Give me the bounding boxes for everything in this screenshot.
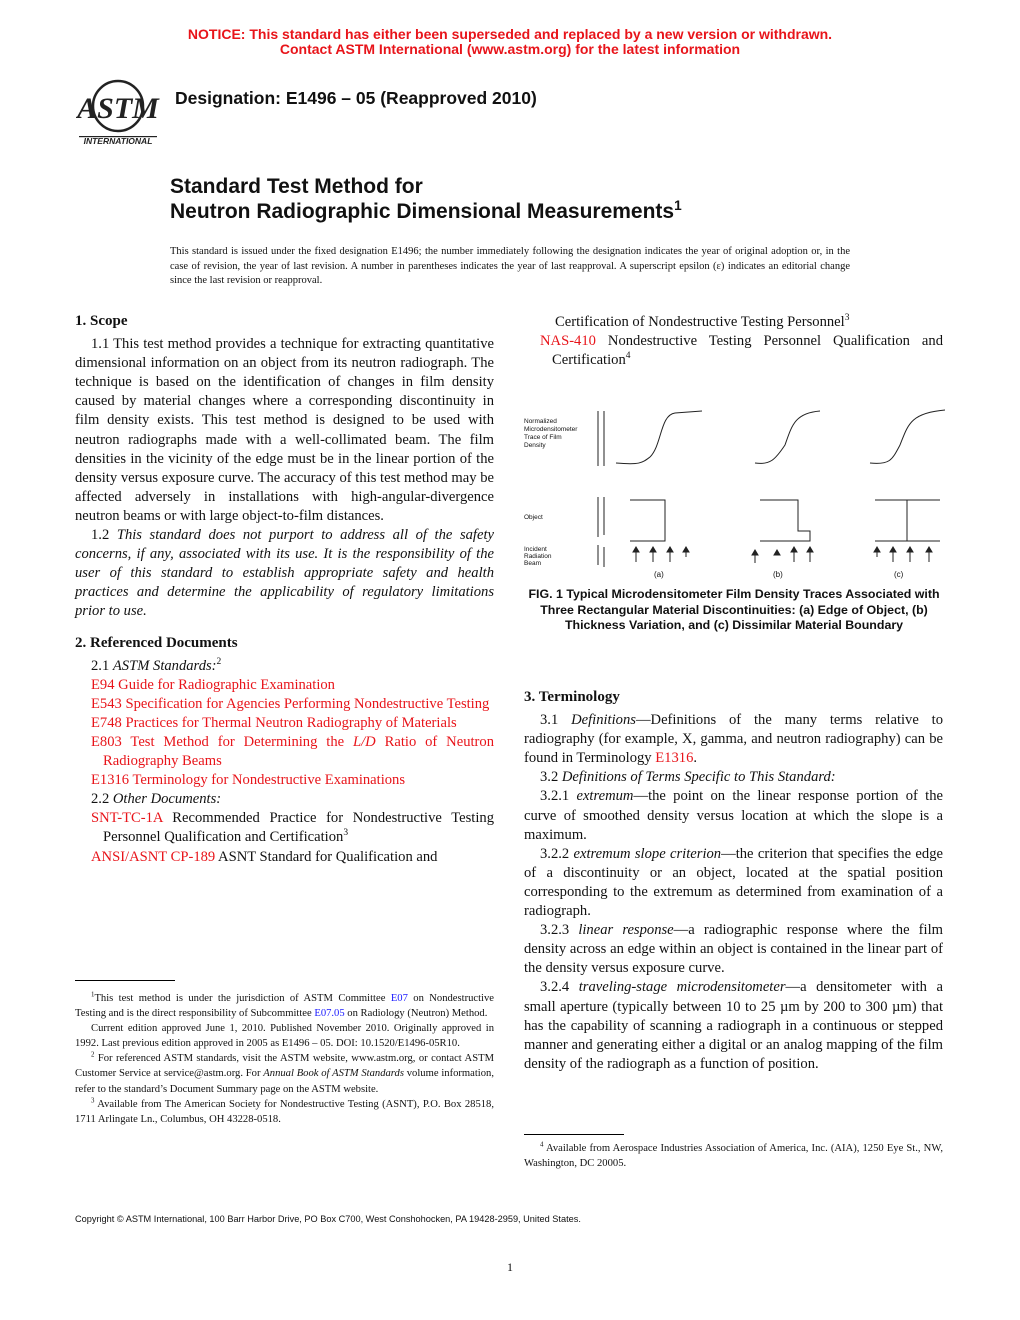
svg-text:INTERNATIONAL: INTERNATIONAL — [83, 136, 153, 146]
footnote — [75, 991, 494, 1021]
footnote-ref: 2 — [216, 656, 222, 667]
document-link[interactable]: E94 Guide for Radiographic Examination — [91, 676, 335, 693]
left-column — [75, 312, 494, 867]
text: 2.2 — [91, 791, 113, 808]
text: traveling-stage microdensitometer — [578, 979, 786, 996]
text: extremum slope criterion — [573, 845, 722, 862]
paragraph — [524, 768, 943, 787]
text: Recommended Practice for Nondestructive Testing Personnel Qualification and Certification — [103, 810, 494, 846]
section-heading — [524, 688, 943, 707]
section-heading — [75, 634, 494, 653]
reference-entry — [75, 676, 494, 695]
text: linear response — [578, 922, 674, 939]
paragraph — [524, 921, 943, 978]
footnote-ref: 2 — [91, 1051, 95, 1059]
text: 1.2 — [91, 527, 117, 544]
paragraph — [75, 657, 494, 676]
panel-label-c: (c) — [894, 570, 904, 579]
text: 3.1 — [540, 712, 572, 729]
text: Other Documents: — [112, 791, 222, 808]
document-link[interactable]: E803 Test Method for Determining the — [91, 733, 354, 750]
document-title — [170, 174, 682, 224]
text: 3.2.3 — [540, 922, 579, 939]
text: ASNT Standard for Qualification and — [215, 848, 438, 865]
paragraph — [75, 335, 494, 526]
figure-1 — [520, 405, 950, 585]
text: 3.2.2 — [540, 845, 574, 862]
text: —the point on the linear response portion of the curve of smoothed density versus location at which the slope is a maximum. — [524, 788, 943, 843]
footnote-ref: 4 — [625, 351, 631, 362]
text: . — [693, 750, 698, 767]
paragraph — [75, 526, 494, 621]
trace-row-label: Normalized Microdensitometer Trace of Film Density — [524, 418, 578, 449]
paragraph — [524, 845, 943, 921]
reference-entry — [75, 809, 494, 847]
text: Annual Book of ASTM Standards — [263, 1068, 404, 1080]
astm-logo — [76, 76, 160, 146]
reference-entry — [75, 733, 494, 771]
reference-entry — [75, 714, 494, 733]
notice-line-1: NOTICE: This standard has either been superseded and replaced by a new version or withdrawn. — [187, 26, 833, 42]
panel-label-a: (a) — [654, 570, 664, 579]
text: 3.2 — [540, 769, 562, 786]
document-link[interactable]: Ratio of Neutron Radiography Beams — [103, 733, 495, 770]
section-heading — [75, 312, 494, 331]
text: on Radiology (Neutron) Method. — [344, 1008, 488, 1020]
text: —a radiographic response where the film density across an edge within an object is contained in the linear part of the density versus exposure curve. — [524, 922, 943, 977]
panel-label-b: (b) — [773, 570, 783, 579]
notice-line-2: Contact ASTM International (www.astm.org) for the latest information — [279, 41, 741, 57]
designation: Designation: E1496 – 05 (Reapproved 2010) — [175, 88, 537, 108]
reference-entry — [75, 771, 494, 790]
text: Current edition approved June 1, 2010. Published November 2010. Originally approved in 1992. Last previous edition approved in 2005 as E1496 – 05. DOI: 10.1520/E1496-05R10. — [75, 1023, 494, 1050]
footnote — [75, 1051, 494, 1096]
document-link[interactable]: ANSI/ASNT CP-189 — [91, 848, 216, 865]
text: ASTM Standards: — [112, 657, 217, 674]
text: 2. Referenced Documents — [75, 634, 238, 651]
text: on Nondestructive Testing and is the direct responsibility of Subcommittee — [75, 993, 494, 1020]
text: —the criterion that specifies the edge of a discontinuity or an object, located at the spatial position corresponding to the extremum as determined from examination of a radiograph. — [524, 845, 943, 920]
text: 3. Terminology — [524, 689, 620, 705]
figure-drawing — [520, 405, 950, 585]
document-link[interactable]: E1316 Terminology for Nondestructive Examinations — [91, 772, 406, 789]
text: This standard does not purport to address all of the safety concerns, if any, associated with its use. It is the responsibility of the user of this standard to establish appropriate safety and health practices and determine the applicability of regulatory limitations prior to use. — [75, 527, 494, 620]
paragraph — [524, 711, 943, 768]
text: volume information, refer to the standard’s Document Summary page on the ASTM website. — [75, 1068, 494, 1095]
text: Available from The American Society for Nondestructive Testing (ASNT), P.O. Box 28518, 1711 Arlingate Ln., Columbus, OH 43228-0518. — [75, 1098, 494, 1125]
text: Certification of Nondestructive Testing Personnel — [555, 314, 845, 330]
text: Definitions — [571, 712, 636, 729]
text: 3.2.4 — [540, 979, 579, 996]
footnote — [75, 1097, 494, 1127]
object-row-label: Object — [524, 514, 543, 521]
footnote-ref: 3 — [91, 1097, 95, 1105]
copyright: Copyright © ASTM International, 100 Barr Harbor Drive, PO Box C700, West Conshohocken, PA 19428-2959, United States. — [75, 1214, 581, 1224]
text: 3.2.1 — [540, 788, 577, 805]
footnote-ref: 3 — [343, 828, 349, 839]
document-link[interactable]: E07.05 — [314, 1008, 345, 1020]
text: 2.1 — [91, 657, 113, 674]
footnotes-left — [75, 991, 494, 1127]
document-link[interactable]: SNT-TC-1A — [91, 810, 163, 827]
right-column-top — [524, 313, 943, 370]
reference-entry — [75, 695, 494, 714]
text: —a densitometer with a small aperture (typically between 10 to 25 µm by 200 to 300 µm) that has the capability of scanning a radiograph in a continuous or stepped manner and generating either a digital or an analog mapping of the film density of the radiograph as a function of position. — [524, 979, 943, 1072]
figure-caption: FIG. 1 Typical Microdensitometer Film Density Traces Associated with Three Rectangular Material Discontinuities: (a) Edge of Object, (b) Thickness Variation, and (c) Dissimilar Material Boundary — [528, 587, 940, 632]
beam-row-label: Incident Radiation Beam — [524, 546, 552, 567]
text: extremum — [576, 788, 634, 805]
text: 1. Scope — [75, 313, 128, 329]
paragraph — [524, 313, 943, 332]
document-link[interactable]: L/D — [353, 733, 376, 750]
paragraph — [75, 622, 494, 634]
footnote — [524, 1141, 943, 1171]
footnote-rule-right — [524, 1134, 624, 1135]
svg-text:ASTM: ASTM — [77, 92, 159, 125]
footnote-ref: 4 — [540, 1141, 544, 1149]
text: For referenced ASTM standards, visit the ASTM website, www.astm.org, or contact ASTM Customer Service at service@astm.org. For — [75, 1053, 494, 1080]
paragraph — [75, 790, 494, 809]
document-link[interactable]: E748 Practices for Thermal Neutron Radiography of Materials — [91, 714, 457, 731]
footnote-ref: 1 — [91, 991, 95, 999]
issuance-note: This standard is issued under the fixed designation E1496; the number immediately following the designation indicates the year of original adoption or, in the case of revision, the year of last revision. A number in parentheses indicates the year of last reapproval. A superscript epsilon (ε) indicates an editorial change since the last revision or reapproval. — [170, 246, 850, 287]
text: 1.1 This test method provides a technique for extracting quantitative dimensional information on an object from its neutron radiograph. The technique is based on the identification of changes in film density caused by material changes where a corresponding discontinuity in film density exists. This test method is designed to be used with neutron radiographs made with a well-collimated beam. The film densities in the vicinity of the edge must be in the linear portion of the density versus exposure curve. The accuracy of this test method may be affected adversely in installations with high-angular-divergence neutron beams or with large object-to-film distances. — [75, 336, 494, 524]
reference-entry — [75, 848, 494, 867]
title-line-1: Standard Test Method for — [170, 175, 423, 198]
document-link[interactable]: E1316 — [655, 750, 694, 767]
document-link[interactable]: NAS-410 — [540, 333, 596, 350]
title-line-2: Neutron Radiographic Dimensional Measurements — [170, 200, 675, 223]
title-footnote-ref[interactable]: 1 — [674, 198, 682, 213]
document-link[interactable]: E07 — [390, 993, 408, 1004]
paragraph — [524, 978, 943, 1073]
footnote — [75, 1021, 494, 1051]
paragraph — [524, 787, 943, 844]
text: This test method is under the jurisdiction of ASTM Committee — [94, 993, 391, 1004]
page-number: 1 — [507, 1260, 513, 1274]
right-column — [524, 688, 943, 1074]
reference-entry — [524, 332, 943, 370]
text: —Definitions of the many terms relative to radiography (for example, X, gamma, and neutron radiography) can be found in Terminology — [524, 712, 943, 767]
document-link[interactable]: E543 Specification for Agencies Performing Nondestructive Testing — [91, 695, 490, 712]
text: Nondestructive Testing Personnel Qualification and Certification — [552, 333, 943, 369]
footnote-rule-left — [75, 980, 175, 981]
footnote-ref: 3 — [844, 313, 850, 324]
footnotes-right — [524, 1141, 943, 1171]
text: Definitions of Terms Specific to This Standard: — [561, 769, 836, 786]
text: Available from Aerospace Industries Association of America, Inc. (AIA), 1250 Eye St., NW, Washington, DC 20005. — [524, 1143, 943, 1170]
